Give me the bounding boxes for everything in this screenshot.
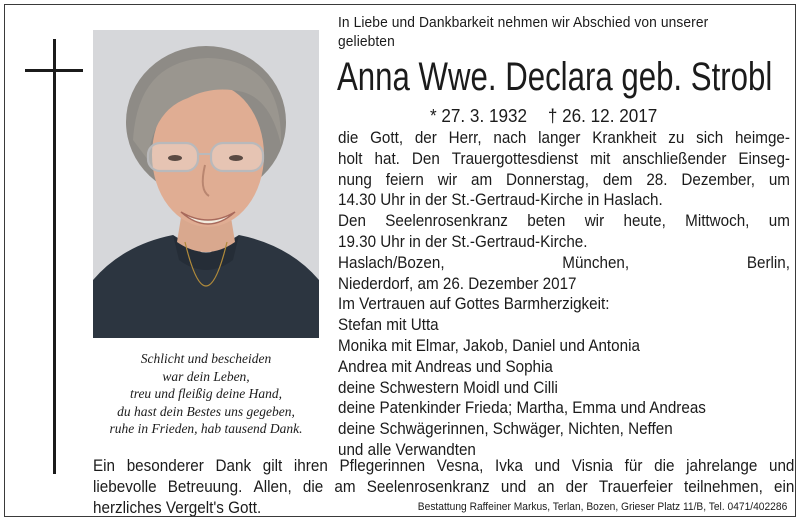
text-line [338,170,790,191]
text-line [338,149,790,170]
intro-line: In Liebe und Dankbarkeit nehmen wir Abschied von unserer [338,14,709,31]
funeral-home-footer: Bestattung Raffeiner Markus, Terlan, Bozen, Grieser Platz 11/B, Tel. 0471/402286 [417,501,787,513]
word: Berlin, [746,252,790,272]
word: Trauerfeier [598,476,673,496]
word: Ivka [495,456,523,475]
word: Dank [215,456,252,475]
text-line: Im Vertrauen auf Gottes Barmherzigkeit: [338,294,610,314]
text-line: herzliches Vergelt's Gott. [93,497,262,517]
word: Den [411,148,440,168]
word: Herr, [448,128,482,147]
word: Mittwoch, [685,211,750,231]
poem-line: treu und fleißig deine Hand, [129,386,283,401]
word: hat. [374,148,400,168]
word: beten [527,211,566,231]
word: Donnerstag, [506,169,589,189]
word: die [654,456,675,475]
word: nach [493,128,527,147]
text-line: deine Schwägerinnen, Schwäger, Nichten, Neffen [338,419,673,439]
word: langer [538,128,581,147]
word: Seelenrosenkranz [366,476,490,496]
word: der [565,476,588,496]
deceased-name: Anna Wwe. Declara geb. Strobl [337,55,773,99]
poem-line: ruhe in Frieden, hab tausend Dank. [109,421,303,436]
word: Gott, [370,128,404,147]
cross-icon-bar [25,69,83,72]
word: um [768,211,790,231]
word: holt [338,148,363,168]
poem-line: Schlicht und bescheiden [140,351,272,366]
word: der [414,128,437,147]
obituary-card [4,4,796,517]
text-line: deine Schwestern Moidl und Cilli [338,377,558,397]
poem-line: war dein Leben, [162,368,250,384]
word: für [624,456,643,475]
word: am [471,169,493,189]
death-date: † 26. 12. 2017 [547,106,658,126]
word: Dezember, [681,169,755,189]
poem [93,350,319,438]
word: am [334,476,356,496]
word: Allen, [253,476,292,496]
birth-date: * 27. 3. 1932 [430,106,527,126]
word: Trauergottesdienst [451,148,579,168]
word: und [534,456,561,475]
cross-icon [53,39,56,474]
word: ihren [293,456,328,475]
word: liebevolle [93,476,157,496]
word: feiern [385,169,424,189]
word: gilt [262,456,283,475]
text-line: 14.30 Uhr in der St.-Gertraud-Kirche in Haslach. [338,190,663,210]
text-line: Monika mit Elmar, Jakob, Daniel und Antonia [338,335,640,355]
word: Vesna, [436,456,484,475]
word: Betreuung. [167,476,243,496]
text-line [93,477,794,498]
word: wir [437,169,458,189]
word: zu [668,128,685,147]
word: sich [696,128,724,147]
word: dem [602,169,633,189]
word: Einseg- [738,148,790,168]
text-line: Stefan mit Utta [338,315,439,335]
text-line: und alle Verwandten [338,439,476,459]
word: besonderer [126,456,204,475]
text-line [338,211,790,232]
word: Visnia [571,456,614,475]
word: Haslach/Bozen, [338,252,445,272]
text-line: Andrea mit Andreas und Sophia [338,356,553,376]
word: an [537,476,555,496]
word: die [338,128,359,147]
life-dates [430,105,657,127]
word: teilnehmen, [684,476,763,496]
word: um [768,169,790,189]
text-line: Niederdorf, am 26. Dezember 2017 [338,273,577,293]
word: und [768,456,795,475]
text-line [338,253,790,274]
word: nung [338,169,372,189]
text-line [338,128,790,149]
intro-line: geliebten [338,33,395,50]
word: jahrelange [686,456,758,475]
intro-text [338,13,708,51]
word: Pflegerinnen [339,456,426,475]
word: Den [338,211,366,231]
word: ein [774,476,795,496]
word: wir [584,211,605,231]
word: mit [590,148,611,168]
word: Seelenrosenkranz [385,211,508,231]
word: anschließender [622,148,727,168]
word: Krankheit [592,128,657,147]
text-line: 19.30 Uhr in der St.-Gertraud-Kirche. [338,231,588,251]
word: München, [562,252,630,272]
portrait-photo [93,30,319,338]
text-line [93,456,794,477]
word: heimge- [734,128,790,147]
word: heute, [623,211,666,231]
announcement-body [338,128,790,461]
word: Ein [93,456,116,475]
poem-line: du hast dein Bestes uns gegeben, [117,403,295,419]
text-line: deine Patenkinder Frieda; Martha, Emma und Andreas [338,398,706,418]
word: die [302,476,324,496]
word: 28. [646,169,668,189]
word: und [500,476,527,496]
